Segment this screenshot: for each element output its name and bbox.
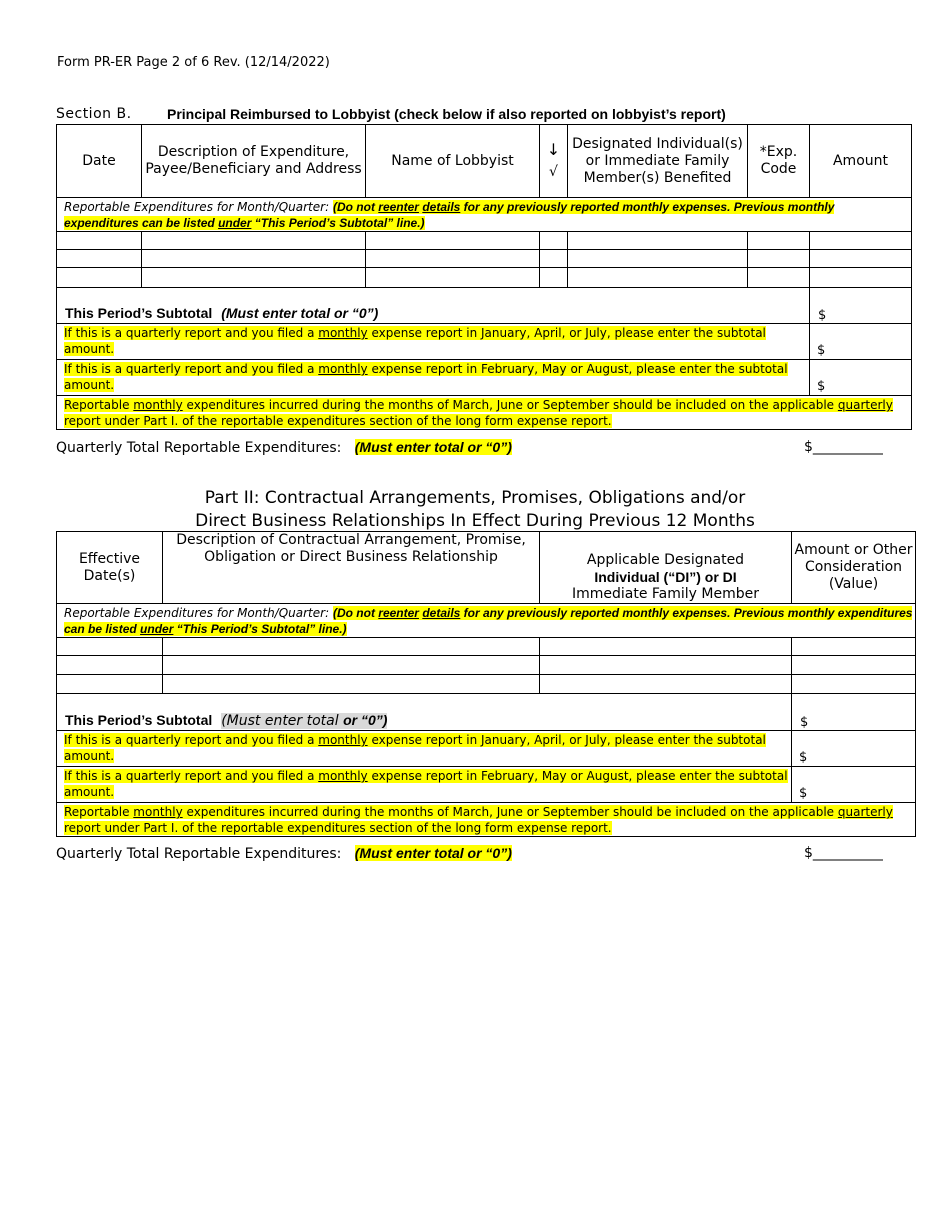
entry-cell[interactable] xyxy=(142,268,366,288)
entry-cell[interactable] xyxy=(748,268,810,288)
march-note: Reportable monthly expenditures incurred during the months of March, June or September should be included on the applicable quarterly report under Part I. of the reportable expenditures section of the long form expense report. xyxy=(57,803,916,837)
entry-cell[interactable] xyxy=(568,268,748,288)
col-amount-consideration: Amount or Other Consideration (Value) xyxy=(792,532,916,604)
entry-cell[interactable] xyxy=(366,232,540,250)
entry-cell[interactable] xyxy=(540,656,792,675)
entry-cell[interactable] xyxy=(540,638,792,656)
form-header: Form PR-ER Page 2 of 6 Rev. (12/14/2022) xyxy=(57,55,330,70)
jan-subtotal-amount[interactable]: $ xyxy=(792,731,916,767)
quarterly-total-blank-b[interactable]: $__________ xyxy=(804,439,883,455)
col-lobbyist: Name of Lobbyist xyxy=(366,125,540,198)
table-row xyxy=(57,232,912,250)
march-note-row xyxy=(57,803,916,837)
checkmark-icon: √ xyxy=(549,164,558,180)
table-row xyxy=(57,638,916,656)
col-check xyxy=(540,125,568,198)
entry-cell[interactable] xyxy=(163,638,540,656)
entry-cell[interactable] xyxy=(57,250,142,268)
entry-cell[interactable] xyxy=(748,232,810,250)
jan-note: If this is a quarterly report and you filed a monthly expense report in January, April, or July, please enter the subtotal amount. xyxy=(57,731,792,767)
entry-cell[interactable] xyxy=(142,250,366,268)
entry-cell[interactable] xyxy=(748,250,810,268)
col-effective-dates: Effective Date(s) xyxy=(57,532,163,604)
entry-cell[interactable] xyxy=(57,268,142,288)
feb-subtotal-amount[interactable]: $ xyxy=(792,767,916,803)
entry-cell[interactable] xyxy=(568,232,748,250)
col-applicable-designated: Applicable Designated Individual (“DI”) or DI Immediate Family Member xyxy=(540,532,792,604)
part2-title: Part II: Contractual Arrangements, Promises, Obligations and/or Direct Business Relationships In Effect During Previous 12 Months xyxy=(195,488,755,531)
subtotal-amount[interactable]: $ xyxy=(792,694,916,731)
feb-subtotal-row xyxy=(57,767,916,803)
feb-note: If this is a quarterly report and you filed a monthly expense report in February, May or August, please enter the subtotal amount. xyxy=(57,360,810,396)
part2-header-row xyxy=(57,532,916,604)
subtotal-row xyxy=(57,694,916,731)
entry-cell[interactable] xyxy=(366,250,540,268)
jan-subtotal-row xyxy=(57,731,916,767)
subtotal-label: This Period’s Subtotal (Must enter total or “0”) xyxy=(57,694,792,731)
quarterly-total-label-b: Quarterly Total Reportable Expenditures: (Must enter total or “0”) xyxy=(56,439,512,456)
col-exp-code: *Exp. Code xyxy=(748,125,810,198)
col-arrangement-description: Description of Contractual Arrangement, Promise, Obligation or Direct Business Relationship xyxy=(163,532,540,604)
col-designated: Designated Individual(s) or Immediate Family Member(s) Benefited xyxy=(568,125,748,198)
section-b-header-row xyxy=(57,125,912,198)
table-row xyxy=(57,656,916,675)
subtotal-row xyxy=(57,288,912,324)
entry-cell[interactable] xyxy=(366,268,540,288)
table-row xyxy=(57,675,916,694)
entry-cell[interactable] xyxy=(810,232,912,250)
entry-cell[interactable] xyxy=(540,268,568,288)
col-description: Description of Expenditure, Payee/Beneficiary and Address xyxy=(142,125,366,198)
march-note: Reportable monthly expenditures incurred during the months of March, June or September should be included on the applicable quarterly report under Part I. of the reportable expenditures section of the long form expense report. xyxy=(57,396,912,430)
section-b-table xyxy=(56,124,912,430)
reportable-note-row xyxy=(57,198,912,232)
entry-cell[interactable] xyxy=(540,232,568,250)
quarterly-total-blank-part2[interactable]: $__________ xyxy=(804,845,883,861)
section-b-title: Principal Reimbursed to Lobbyist (check below if also reported on lobbyist’s report) xyxy=(167,106,726,122)
entry-cell[interactable] xyxy=(540,250,568,268)
entry-cell[interactable] xyxy=(792,656,916,675)
jan-subtotal-row xyxy=(57,324,912,360)
col-amount: Amount xyxy=(810,125,912,198)
section-b-label: Section B. xyxy=(56,106,132,122)
part2-table xyxy=(56,531,916,837)
subtotal-amount[interactable]: $ xyxy=(810,288,912,324)
entry-cell[interactable] xyxy=(810,268,912,288)
entry-cell[interactable] xyxy=(810,250,912,268)
reportable-note-row xyxy=(57,604,916,638)
feb-subtotal-amount[interactable]: $ xyxy=(810,360,912,396)
col-date: Date xyxy=(57,125,142,198)
entry-cell[interactable] xyxy=(57,232,142,250)
entry-cell[interactable] xyxy=(163,675,540,694)
table-row xyxy=(57,250,912,268)
reportable-note: Reportable Expenditures for Month/Quarter: (Do not reenter details for any previously reported monthly expenses. Previous monthly expenditures can be listed under “This Period’s Subtotal” line.) xyxy=(57,198,912,232)
table-row xyxy=(57,268,912,288)
reportable-note: Reportable Expenditures for Month/Quarter: (Do not reenter details for any previously reported monthly expenses. Previous monthly expenditures can be listed under “This Period’s Subtotal” line.) xyxy=(57,604,916,638)
entry-cell[interactable] xyxy=(57,675,163,694)
subtotal-label: This Period’s Subtotal (Must enter total or “0”) xyxy=(57,288,810,324)
jan-subtotal-amount[interactable]: $ xyxy=(810,324,912,360)
quarterly-total-label-part2: Quarterly Total Reportable Expenditures: (Must enter total or “0”) xyxy=(56,845,512,862)
entry-cell[interactable] xyxy=(142,232,366,250)
down-arrow-icon: ↓ xyxy=(546,140,561,159)
entry-cell[interactable] xyxy=(568,250,748,268)
jan-note: If this is a quarterly report and you filed a monthly expense report in January, April, or July, please enter the subtotal amount. xyxy=(57,324,810,360)
entry-cell[interactable] xyxy=(57,656,163,675)
entry-cell[interactable] xyxy=(792,638,916,656)
entry-cell[interactable] xyxy=(57,638,163,656)
feb-note: If this is a quarterly report and you filed a monthly expense report in February, May or August, please enter the subtotal amount. xyxy=(57,767,792,803)
march-note-row xyxy=(57,396,912,430)
feb-subtotal-row xyxy=(57,360,912,396)
entry-cell[interactable] xyxy=(163,656,540,675)
entry-cell[interactable] xyxy=(792,675,916,694)
entry-cell[interactable] xyxy=(540,675,792,694)
